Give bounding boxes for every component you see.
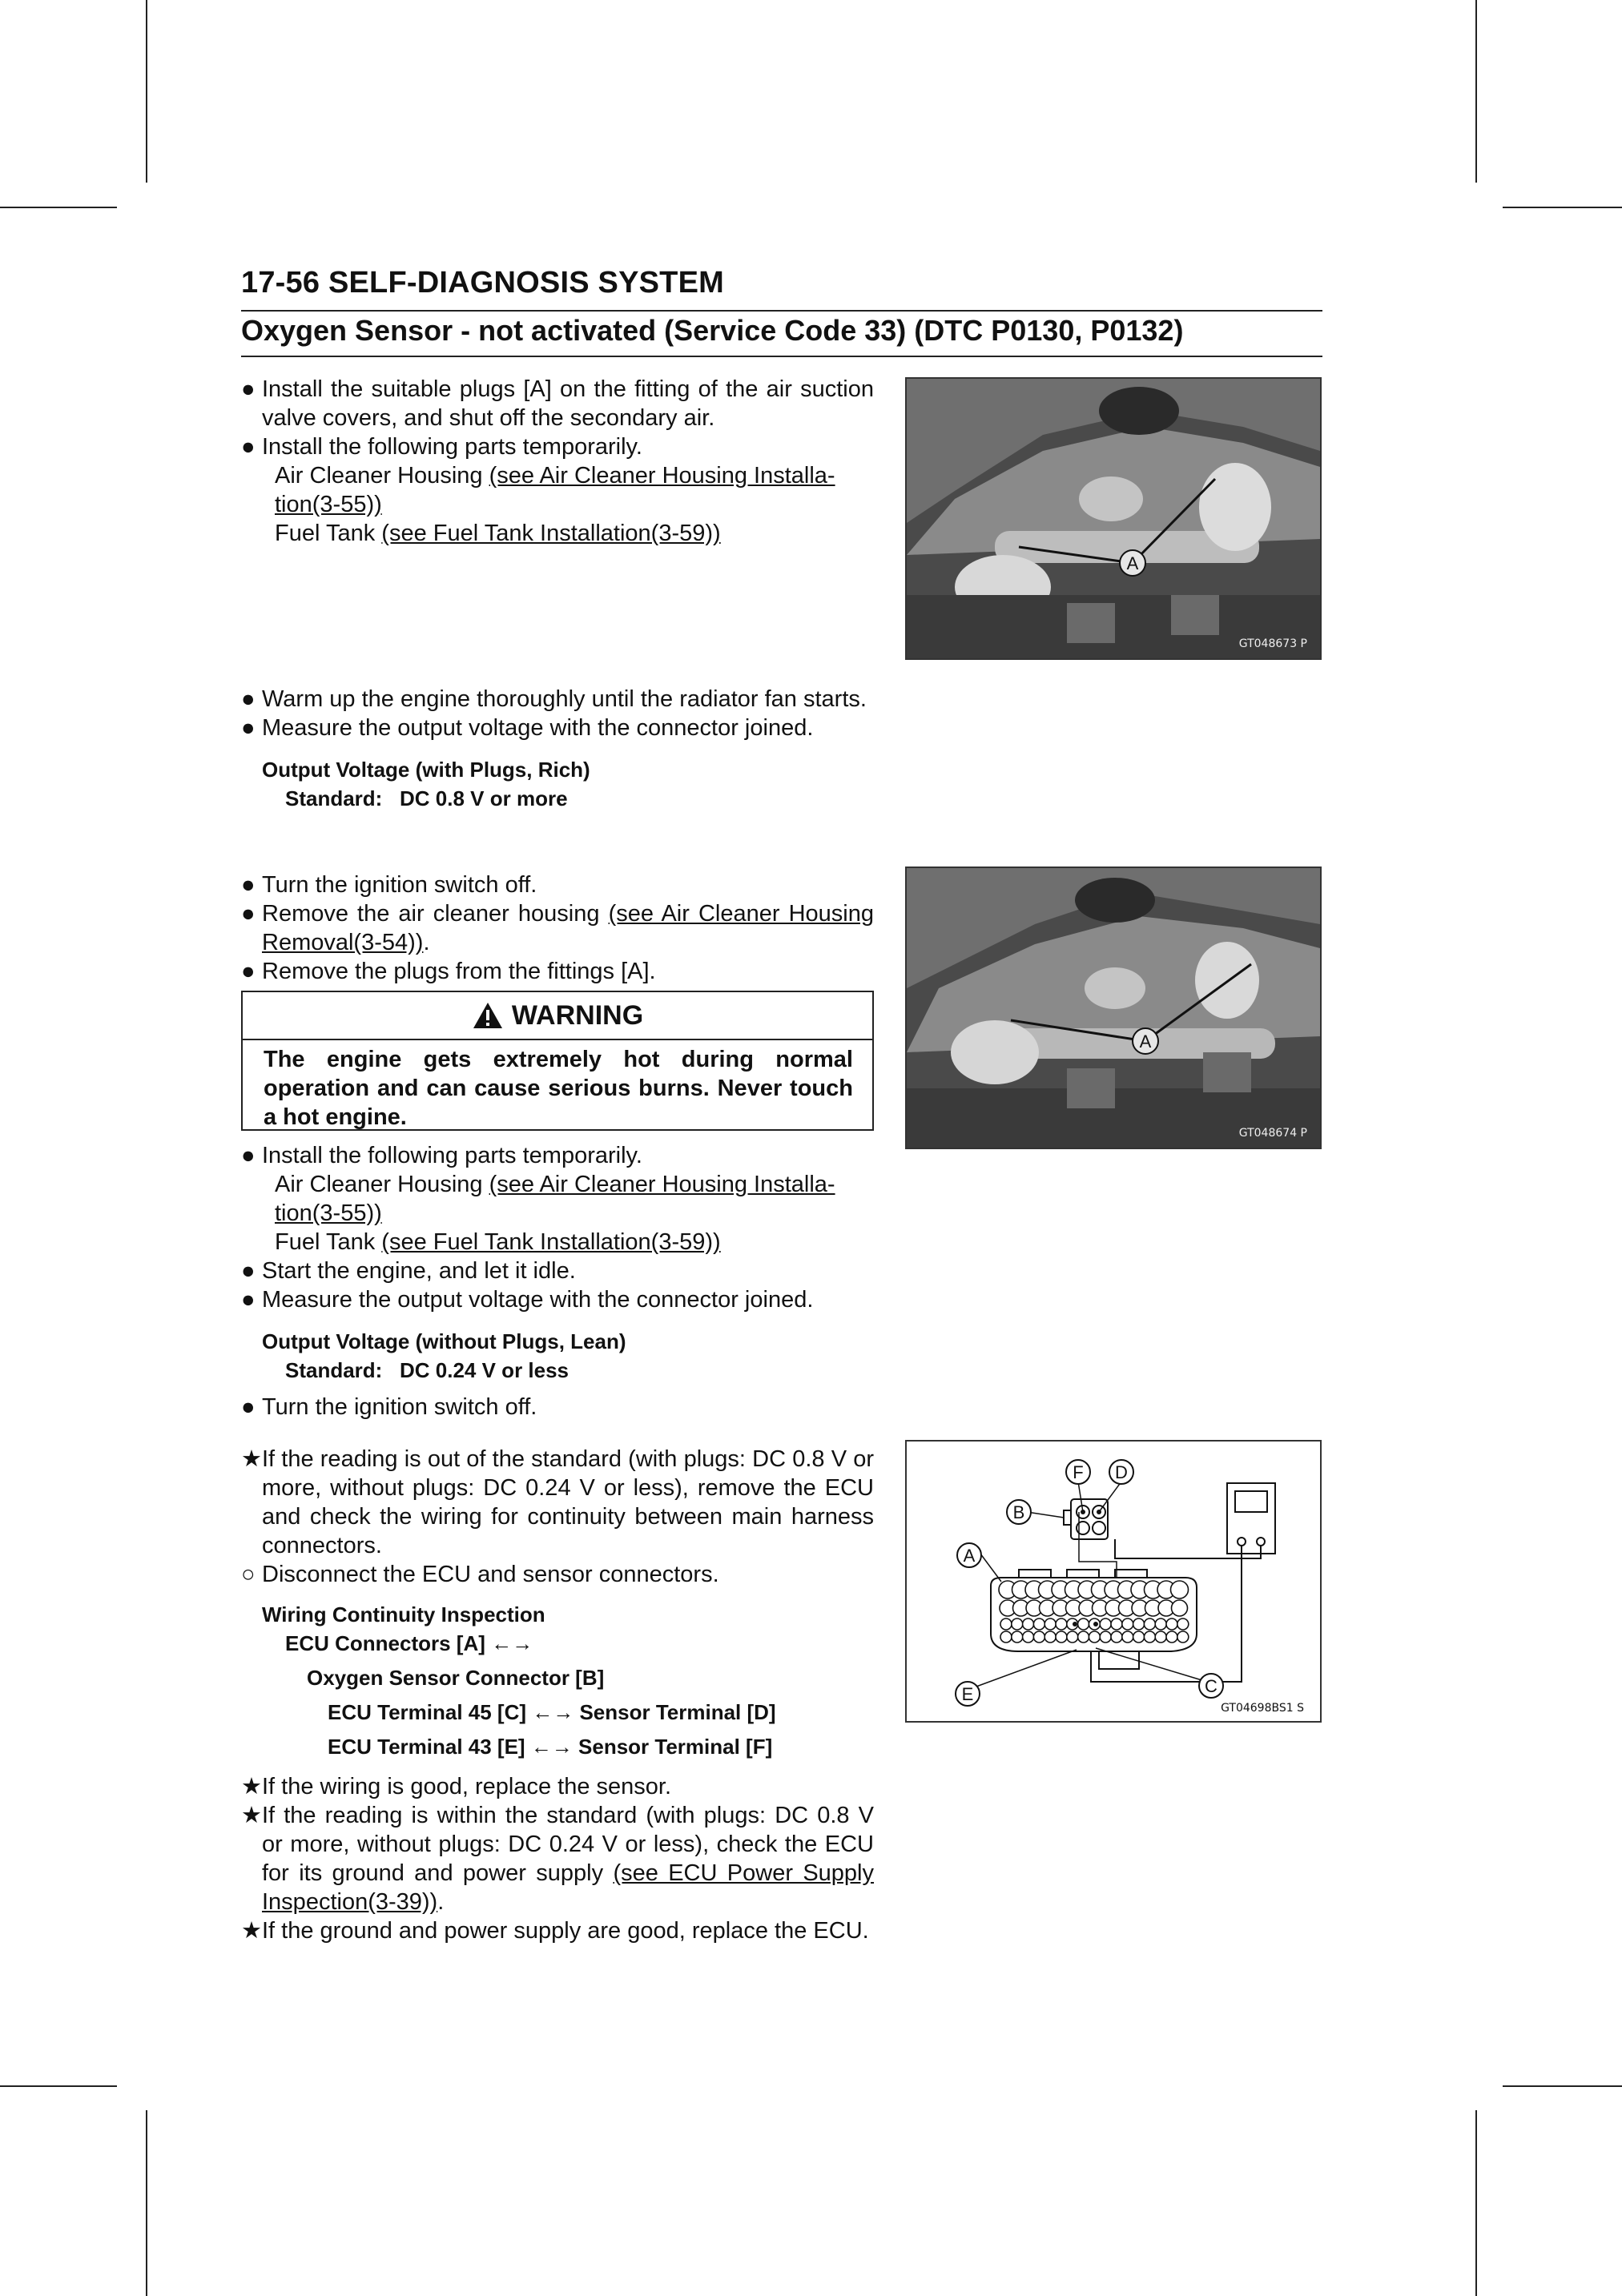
ecu-pin <box>1044 1618 1056 1630</box>
callout-label: E <box>961 1684 974 1704</box>
steps-measure-lean <box>241 1141 874 1421</box>
wiring-diagram-art <box>907 1442 1320 1721</box>
list-item: ● Turn the ignition switch off. <box>241 1394 537 1420</box>
part-line: Fuel Tank (see Fuel Tank Installation(3-59)) <box>275 1229 721 1255</box>
ecu-pin <box>1122 1618 1133 1630</box>
ecu-pin <box>1172 1600 1188 1616</box>
figure-id: GT04698BS1 S <box>1221 1702 1304 1715</box>
part-line: Air Cleaner Housing (see Air Cleaner Housing Installa-tion(3-55)) <box>275 463 835 517</box>
list-item: ○ Disconnect the ECU and sensor connectors. <box>241 1562 719 1587</box>
ecu-pin <box>1089 1631 1100 1643</box>
ecu-pin <box>1023 1631 1034 1643</box>
spec-lean: Output Voltage (without Plugs, Lean) Standard: DC 0.24 V or less <box>262 1329 626 1382</box>
list-item: ★ If the reading is out of the standard (with plugs: DC 0.8 V or more, without plugs: DC 0.24 V or less), remove the ECU and check the wiring for continuity between main harness connectors. <box>241 1446 874 1558</box>
air-cleaner-install-link[interactable]: (see Air Cleaner Housing Installa-tion(3-55)) <box>275 463 835 517</box>
engine-photo-plugs-installed <box>905 377 1322 660</box>
header-rule <box>241 310 1322 312</box>
figure-id: GT048673 P <box>1238 637 1307 650</box>
connector-pin <box>1093 1522 1105 1534</box>
fuel-tank-install-link[interactable]: (see Fuel Tank Installation(3-59)) <box>381 1229 721 1255</box>
list-item: ● Start the engine, and let it idle. <box>241 1258 576 1284</box>
steps-remove-plugs <box>241 871 874 986</box>
ecu-pin <box>1078 1618 1089 1630</box>
warning-text: The engine gets extremely hot during normal operation and can cause serious burns. Never touch a hot engine. <box>264 1047 853 1130</box>
ecu-pin <box>1067 1631 1078 1643</box>
ecu-pin <box>1000 1631 1012 1643</box>
ecu-pin <box>1166 1618 1177 1630</box>
figure-id: GT048674 P <box>1238 1127 1307 1140</box>
crop-mark <box>1475 2110 1477 2296</box>
wiring-continuity-spec: Wiring Continuity Inspection ECU Connectors [A] ←→ Oxygen Sensor Connector [B] ECU Terminal 45 [C] ←→ Sensor Terminal [D] ECU Terminal 43 [E] ←→ Sensor Terminal [F] <box>262 1602 776 1759</box>
ecu-pin <box>1100 1618 1111 1630</box>
ecu-pin <box>1155 1618 1166 1630</box>
ecu-pin <box>1133 1631 1145 1643</box>
ecu-pin <box>1144 1631 1155 1643</box>
crop-mark <box>0 207 117 208</box>
svg-text:A: A <box>1126 553 1139 573</box>
list-item: ★ If the wiring is good, replace the sensor. <box>241 1774 672 1799</box>
ecu-pin <box>1111 1631 1122 1643</box>
list-item: ● Measure the output voltage with the connector joined. <box>241 715 814 741</box>
list-item: ★ If the ground and power supply are good, replace the ECU. <box>241 1918 869 1944</box>
air-cleaner-removal-link[interactable]: (see Air Cleaner Housing Removal(3-54)) <box>262 901 874 955</box>
crop-mark <box>1475 0 1477 183</box>
engine-photo-art <box>907 868 1320 1148</box>
list-item: ● Remove the plugs from the fittings [A]. <box>241 959 656 984</box>
warning-triangle-icon <box>472 1001 504 1030</box>
ecu-pin <box>1000 1618 1012 1630</box>
section-title: Oxygen Sensor - not activated (Service Code 33) (DTC P0130, P0132) <box>241 314 1184 347</box>
part-line: Fuel Tank (see Fuel Tank Installation(3-59)) <box>275 521 721 546</box>
list-item: ● Measure the output voltage with the connector joined. <box>241 1287 814 1313</box>
ecu-pin <box>1177 1618 1189 1630</box>
list-item: ★ If the reading is within the standard (with plugs: DC 0.8 V or more, without plugs: DC 0.24 V or less), check the ECU for its ground and power supply (see ECU Power Supply Inspection(3-39)). <box>241 1803 874 1915</box>
crop-mark <box>1503 2085 1622 2087</box>
crop-mark <box>1503 207 1622 208</box>
callout-label: A <box>963 1546 976 1566</box>
ecu-power-supply-link[interactable]: (see ECU Power Supply Inspection(3-39)) <box>262 1860 874 1915</box>
ecu-pin <box>1023 1618 1034 1630</box>
ecu-pin <box>1056 1618 1067 1630</box>
callout-label: C <box>1205 1676 1218 1696</box>
ecu-pin <box>1133 1618 1145 1630</box>
ecu-pin <box>1033 1618 1044 1630</box>
engine-photo-plugs-removed <box>905 867 1322 1149</box>
ecu-pin <box>1171 1581 1189 1598</box>
ecu-pin <box>1111 1618 1122 1630</box>
ecu-pin <box>1078 1631 1089 1643</box>
section-rule <box>241 356 1322 357</box>
steps-wiring-check <box>241 1445 874 1945</box>
callout-label: B <box>1012 1502 1025 1522</box>
list-item: ● Install the following parts temporarily. <box>241 1143 642 1168</box>
part-line: Air Cleaner Housing (see Air Cleaner Housing Installa-tion(3-55)) <box>275 1172 835 1226</box>
list-item: ● Warm up the engine thoroughly until the radiator fan starts. <box>241 686 867 712</box>
svg-text:A: A <box>1139 1031 1152 1051</box>
warning-header: WARNING <box>243 992 872 1040</box>
crop-mark <box>146 0 147 183</box>
ecu-pin <box>1155 1631 1166 1643</box>
list-item: ● Turn the ignition switch off. <box>241 872 537 898</box>
list-item: ● Install the suitable plugs [A] on the fitting of the air suction valve covers, and shut off the secondary air. <box>241 376 874 431</box>
ecu-pin <box>1100 1631 1111 1643</box>
callout-label: F <box>1073 1462 1084 1482</box>
spec-rich: Output Voltage (with Plugs, Rich) Standard: DC 0.8 V or more <box>262 758 590 810</box>
wiring-diagram <box>905 1440 1322 1723</box>
list-item: ● Remove the air cleaner housing (see Air Cleaner Housing Removal(3-54)). <box>241 901 874 955</box>
ecu-pin <box>1012 1631 1023 1643</box>
ecu-pin <box>1144 1618 1155 1630</box>
ecu-pin <box>1044 1631 1056 1643</box>
callout-label: D <box>1115 1462 1128 1482</box>
probe-point <box>1093 1622 1098 1627</box>
steps-measure-rich <box>241 685 874 813</box>
warning-box <box>241 991 874 1131</box>
air-cleaner-install-link[interactable]: (see Air Cleaner Housing Installa-tion(3-55)) <box>275 1172 835 1226</box>
ecu-pin <box>1033 1631 1044 1643</box>
ecu-pin <box>1056 1631 1067 1643</box>
ecu-pin <box>1177 1631 1189 1643</box>
page-title: 17-56 SELF-DIAGNOSIS SYSTEM <box>241 266 724 300</box>
steps-install-plugs <box>241 375 874 548</box>
engine-photo-art <box>907 379 1320 658</box>
probe-point <box>1073 1622 1077 1627</box>
ecu-pin <box>1012 1618 1023 1630</box>
ecu-pin <box>1166 1631 1177 1643</box>
crop-mark <box>146 2110 147 2296</box>
fuel-tank-install-link[interactable]: (see Fuel Tank Installation(3-59)) <box>381 521 721 546</box>
list-item: ● Install the following parts temporarily. <box>241 434 642 460</box>
ecu-pin <box>1122 1631 1133 1643</box>
crop-mark <box>0 2085 117 2087</box>
